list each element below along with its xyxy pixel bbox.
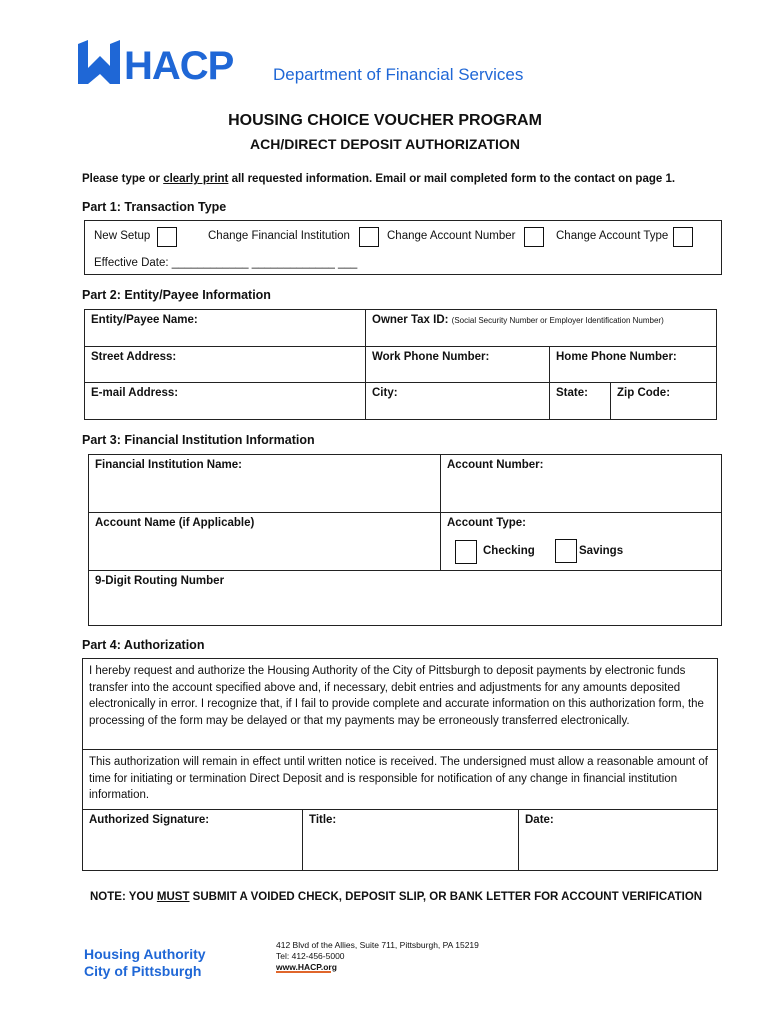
zip-code-field[interactable]	[610, 382, 717, 420]
instructions-underlined: clearly print	[163, 173, 229, 185]
option-change-institution-label: Change Financial Institution	[208, 230, 350, 242]
footer-org-name	[84, 946, 206, 980]
option-new-setup-label: New Setup	[94, 230, 151, 242]
instructions-post: all requested information. Email or mail completed form to the contact on page 1.	[228, 173, 676, 185]
note-pre: NOTE: YOU	[90, 891, 157, 903]
footer-address: 412 Blvd of the Allies, Suite 711, Pittsburgh, PA 15219	[276, 940, 479, 950]
account-number-label: Account Number:	[447, 459, 544, 471]
owner-tax-id-note: (Social Security Number or Employer Identification Number)	[451, 316, 664, 325]
account-name-field[interactable]	[88, 512, 441, 571]
part2-heading: Part 2: Entity/Payee Information	[82, 288, 271, 302]
instructions-pre: Please type or	[82, 173, 164, 185]
routing-number-label: 9-Digit Routing Number	[95, 575, 225, 587]
change-account-number-checkbox[interactable]	[524, 227, 544, 247]
verification-note	[90, 891, 702, 903]
option-change-account-number-label: Change Account Number	[387, 230, 516, 242]
authorization-paragraph-1: I hereby request and authorize the Housing Authority of the City of Pittsburgh to deposit payments by electronic funds transfer into the account specified above and, if necessary, debit entries and adjustments for any amounts deposited electronically in error. I recognize that, if I fail to provide complete and accurate information on this authorization form, the processing of the form may be delayed or that my payments may be erroneously transferred electronically.	[89, 665, 704, 727]
signature-label: Authorized Signature:	[89, 814, 210, 826]
footer-contact	[276, 940, 479, 973]
city-label: City:	[372, 387, 398, 399]
page-subtitle: ACH/DIRECT DEPOSIT AUTHORIZATION	[250, 136, 520, 152]
footer-phone: Tel: 412-456-5000	[276, 951, 345, 961]
account-number-field[interactable]	[440, 454, 722, 513]
entity-name-field[interactable]	[84, 309, 366, 347]
account-type-label: Account Type:	[447, 517, 527, 529]
footer-org-line1: Housing Authority	[84, 946, 206, 962]
owner-tax-id-field[interactable]	[365, 309, 717, 347]
footer-website-link[interactable]: www.HACP.org	[276, 962, 337, 972]
savings-label: Savings	[579, 545, 624, 557]
routing-number-field[interactable]	[88, 570, 722, 626]
institution-name-label: Financial Institution Name:	[95, 459, 242, 471]
authorization-paragraph-2: This authorization will remain in effect until written notice is received. The undersigned must allow a reasonable amount of time for initiating or termination Direct Deposit and is responsible for notification of any change in financial institution information.	[89, 756, 708, 801]
title-field[interactable]	[302, 809, 519, 871]
street-address-label: Street Address:	[91, 351, 177, 363]
city-field[interactable]	[365, 382, 550, 420]
title-label: Title:	[309, 814, 337, 826]
part3-heading: Part 3: Financial Institution Information	[82, 433, 315, 447]
home-phone-field[interactable]	[549, 346, 717, 383]
home-phone-label: Home Phone Number:	[556, 351, 677, 363]
page-title: HOUSING CHOICE VOUCHER PROGRAM	[228, 112, 542, 129]
state-field[interactable]	[549, 382, 611, 420]
option-change-account-type-label: Change Account Type	[556, 230, 669, 242]
change-account-type-checkbox[interactable]	[673, 227, 693, 247]
authorized-signature-field[interactable]	[82, 809, 303, 871]
owner-tax-id-label: Owner Tax ID:	[372, 314, 449, 326]
footer-org-line2: City of Pittsburgh	[84, 963, 202, 979]
zip-code-label: Zip Code:	[617, 387, 671, 399]
effective-date-field[interactable]: Effective Date: ____________ _____________ ___	[94, 257, 358, 269]
email-label: E-mail Address:	[91, 387, 179, 399]
note-post: SUBMIT A VOIDED CHECK, DEPOSIT SLIP, OR BANK LETTER FOR ACCOUNT VERIFICATION	[189, 891, 703, 903]
account-name-label: Account Name (if Applicable)	[95, 517, 255, 529]
savings-checkbox[interactable]	[555, 539, 577, 563]
email-field[interactable]	[84, 382, 366, 420]
logo-text: HACP	[124, 44, 234, 88]
date-field[interactable]	[518, 809, 718, 871]
new-setup-checkbox[interactable]	[157, 227, 177, 247]
part4-heading: Part 4: Authorization	[82, 638, 205, 652]
department-name: Department of Financial Services	[273, 65, 524, 84]
institution-name-field[interactable]	[88, 454, 441, 513]
hacp-logo	[76, 38, 233, 86]
checking-label: Checking	[483, 545, 535, 557]
state-label: State:	[556, 387, 588, 399]
part1-heading: Part 1: Transaction Type	[82, 200, 227, 214]
entity-name-label: Entity/Payee Name:	[91, 314, 198, 326]
work-phone-label: Work Phone Number:	[372, 351, 490, 363]
date-label: Date:	[525, 814, 554, 826]
street-address-field[interactable]	[84, 346, 366, 383]
checking-checkbox[interactable]	[455, 540, 477, 564]
note-underlined: MUST	[156, 891, 190, 903]
change-institution-checkbox[interactable]	[359, 227, 379, 247]
instructions	[82, 173, 675, 185]
account-type-field	[440, 512, 722, 571]
work-phone-field[interactable]	[365, 346, 550, 383]
hacp-logo-icon	[76, 38, 122, 86]
